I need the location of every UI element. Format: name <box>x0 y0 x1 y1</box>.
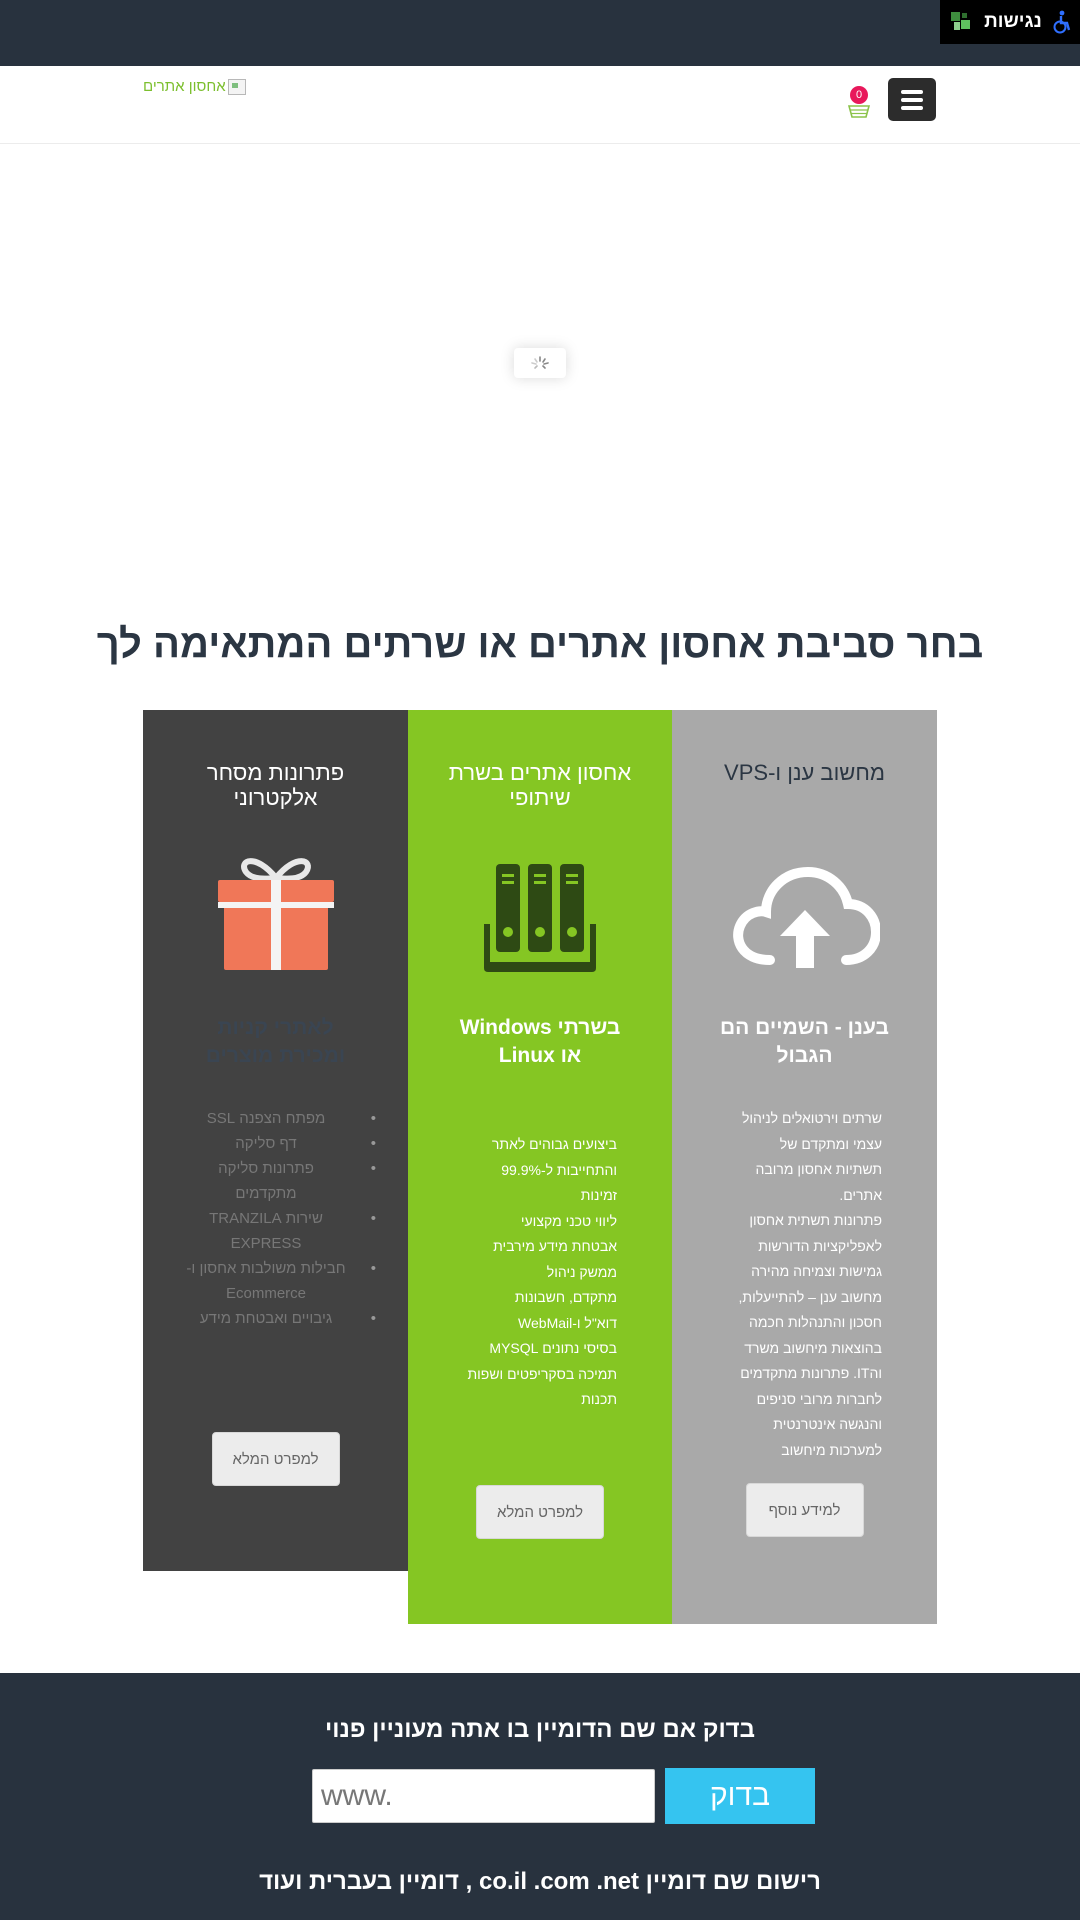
server-binders-icon <box>484 864 596 972</box>
broken-image-icon <box>228 79 246 95</box>
list-item: • פתרונות סליקה מתקדמים <box>186 1156 346 1206</box>
feature-line: תמיכה בסקריפטים ושפות <box>467 1365 617 1382</box>
plan-subtitle: בענן - השמיים הם הגבול <box>720 1016 889 1067</box>
domain-search-section <box>0 1673 1080 1920</box>
basket-icon <box>848 104 870 118</box>
loading-spinner <box>514 348 566 378</box>
feature-line: אתרים. <box>839 1186 882 1203</box>
feature-line: ליווי טכני מקצועי <box>520 1212 617 1229</box>
feature-line: זמינות <box>580 1187 617 1203</box>
feature-line: והIT. פתרונות מתקדמים <box>740 1365 882 1381</box>
full-spec-button[interactable]: למפרט המלא <box>212 1432 340 1486</box>
full-spec-button[interactable]: למפרט המלא <box>476 1485 604 1539</box>
plan-subtitle: בשרתי Windows או Linux <box>459 1016 621 1067</box>
cloud-upload-icon <box>730 862 880 968</box>
feature-line: ביצועים גבוהים לאתר <box>491 1136 617 1152</box>
feature-line: מתקדם, חשבונות <box>514 1289 617 1305</box>
gift-icon <box>216 848 336 972</box>
feature-line: תשתיות אחסון מרובה <box>755 1161 882 1177</box>
feature-list <box>186 1106 346 1331</box>
menu-bar-icon <box>901 90 923 94</box>
plan-title: פתרונות מסחר אלקטרוני <box>206 760 345 810</box>
logo-alt-text: אחסון אתרים <box>143 78 226 95</box>
feature-line: בהוצאות מיחשוב משרד <box>744 1339 882 1356</box>
feature-line: מחשוב ענן – להתייעלות, <box>738 1288 882 1305</box>
site-logo[interactable] <box>143 78 246 95</box>
list-item: • גיבויים ואבטחת מידע <box>186 1306 346 1331</box>
plan-subtitle: לאתרי קניות ומכירת מוצרים <box>205 1016 346 1067</box>
plan-card-ecommerce <box>143 710 408 1571</box>
feature-line: תכנות <box>581 1391 617 1407</box>
feature-line: לאפליקציות הדורשות <box>758 1237 882 1254</box>
plan-title: מחשוב ענן ו-VPS <box>724 760 885 785</box>
menu-bar-icon <box>901 98 923 102</box>
check-domain-button[interactable]: בדוק <box>665 1768 815 1824</box>
feature-line: בסיסי נתונים MYSQL <box>489 1340 617 1356</box>
feature-line: חסכון והתנהלות חכמה <box>749 1314 882 1330</box>
feature-line: עצמי ומתקדם של <box>779 1135 882 1152</box>
feature-line: דוא"ל ו-WebMail <box>518 1314 617 1331</box>
feature-line: לחברות מרובי סניפים <box>756 1390 882 1407</box>
more-info-button[interactable]: למידע נוסף <box>746 1483 864 1537</box>
feature-text <box>457 1132 617 1413</box>
menu-bar-icon <box>901 106 923 110</box>
feature-line: והנגשה אינטרנטית <box>773 1416 882 1432</box>
feature-line: והתחייבות ל-99.9% <box>501 1161 617 1178</box>
domain-registration-text: רישום שם דומיין co.il .com .net , דומיין בעברית ועוד <box>259 1868 821 1895</box>
domain-input[interactable] <box>312 1769 655 1823</box>
list-item: • דף סליקה <box>186 1131 346 1156</box>
feature-line: גמישות וצמיחה מהירה <box>751 1263 882 1279</box>
feature-line: שרתים וירטואלים לניהול <box>741 1110 882 1126</box>
spinner-icon <box>528 355 552 371</box>
wheelchair-icon <box>1052 10 1072 34</box>
feature-line: אבטחת מידע מירבית <box>493 1238 617 1254</box>
cart-count-badge: 0 <box>850 86 868 104</box>
cart-button[interactable] <box>848 86 872 120</box>
accessibility-label: נגישות <box>984 11 1042 32</box>
section-title: בחר סביבת אחסון אתרים או שרתים המתאימה לך <box>96 622 984 666</box>
hamburger-menu-button[interactable] <box>888 78 936 121</box>
accessibility-button[interactable] <box>940 0 1080 44</box>
top-bar <box>0 0 1080 66</box>
feature-line: ממשק ניהול <box>546 1263 617 1280</box>
plan-card-cloud-vps <box>672 710 937 1624</box>
domain-search-title: בדוק אם שם הדומיין בו אתה מעוניין פנוי <box>324 1716 756 1743</box>
list-item: • מפתח הצפנה SSL <box>186 1106 346 1131</box>
list-item: • חבילות משולבות אחסון ו-Ecommerce <box>186 1256 346 1306</box>
feature-line: למערכות מיחשוב <box>781 1441 882 1458</box>
plan-title: אחסון אתרים בשרת שיתופי <box>448 760 632 810</box>
list-item: • שירות TRANZILA EXPRESS <box>186 1206 346 1256</box>
plan-card-shared-hosting <box>408 710 672 1624</box>
feature-line: פתרונות תשתית אחסון <box>749 1212 882 1228</box>
puzzle-icon <box>950 10 974 34</box>
feature-text <box>727 1106 882 1463</box>
